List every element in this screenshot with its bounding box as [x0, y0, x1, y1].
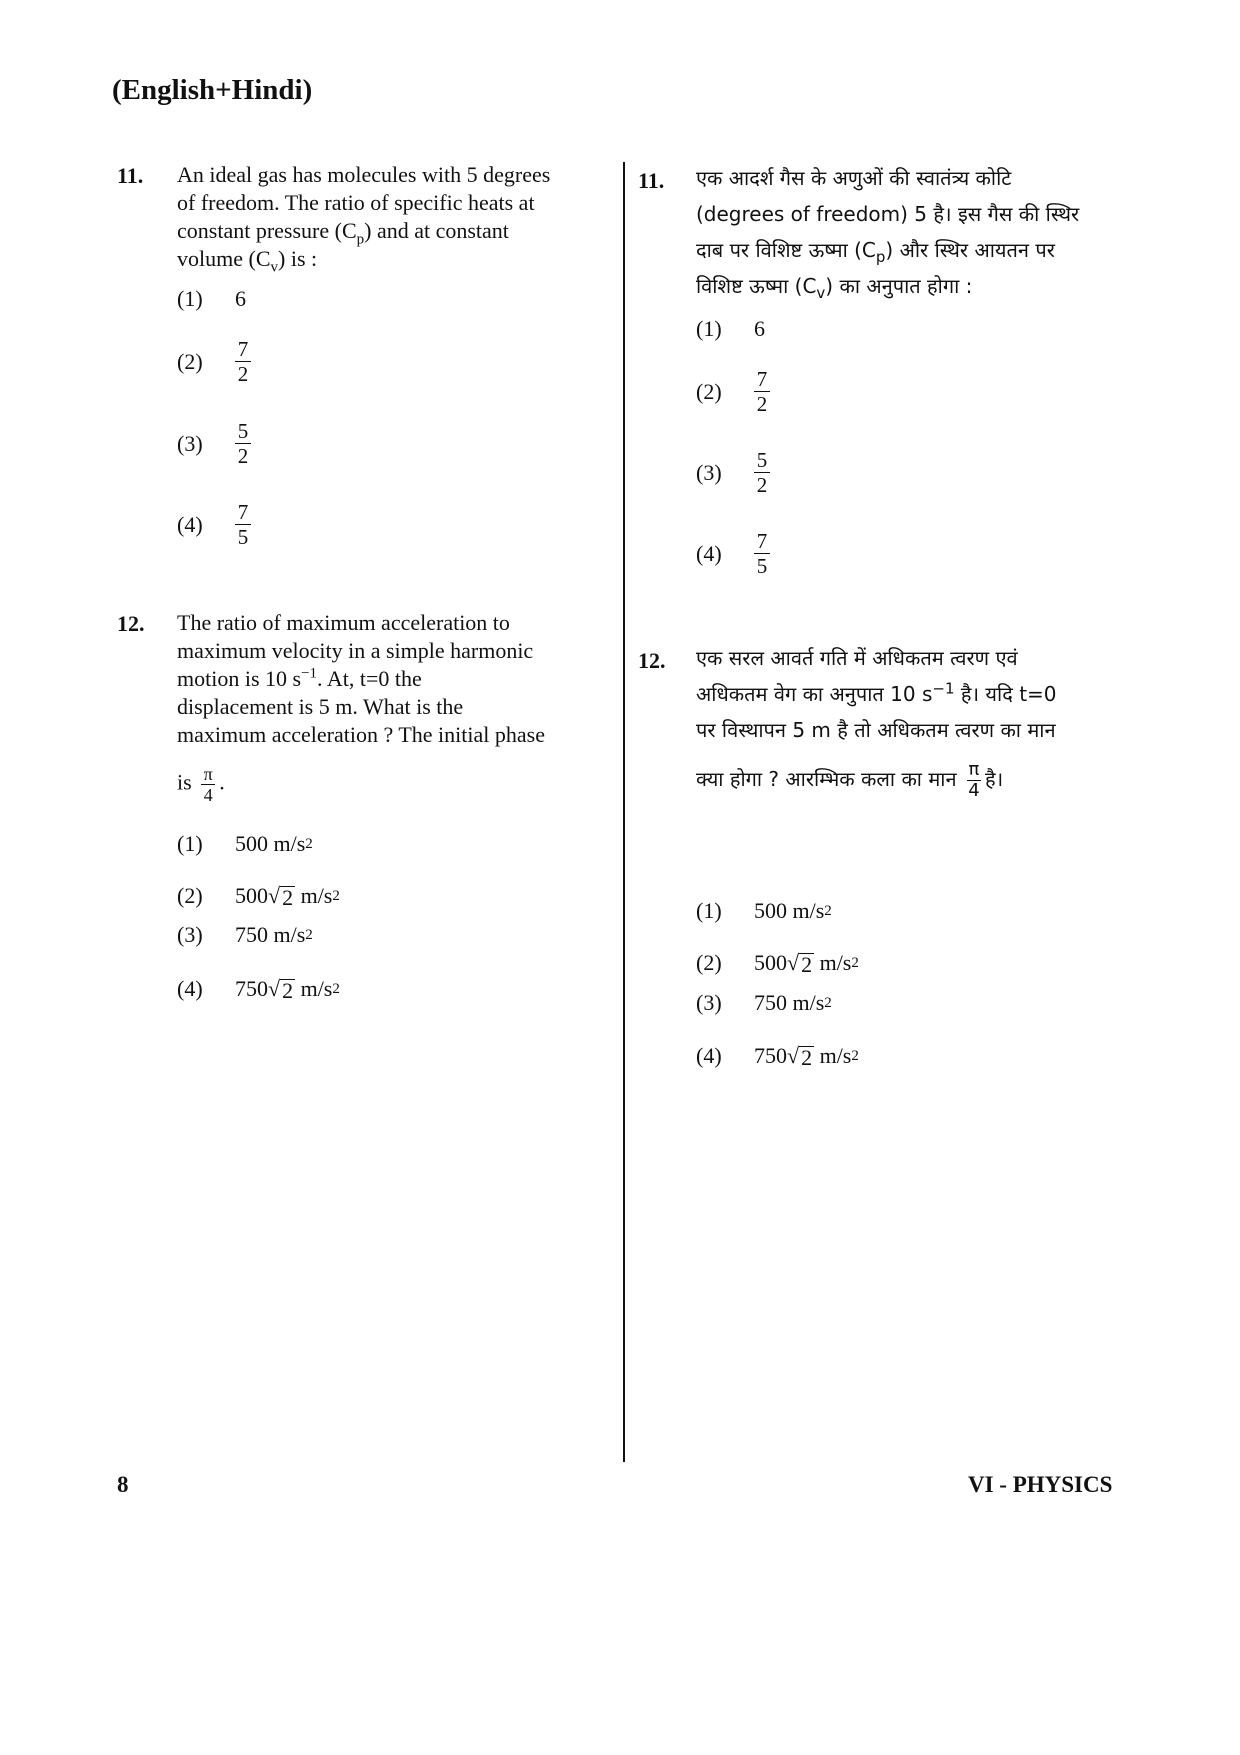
option-en-11-2: (2) $\frac{7}{2}$	[177, 337, 251, 386]
question-phase-hi-12: क्या होगा ? आरम्भिक कला का मान $\frac{\pi}{4}$ है।	[696, 759, 1004, 801]
option-en-11-4: (4) $\frac{7}{5}$	[177, 500, 251, 549]
option-hi-11-1: (1) 6	[696, 316, 765, 341]
question-text-en-11: An ideal gas has molecules with 5 degrees of freedom. The ratio of specific heats at constant pressure $(C_p)$ and at constant volume $(C_v)$ is :	[177, 162, 551, 276]
option-hi-11-2: (2) $\frac{7}{2}$	[696, 367, 770, 416]
option-en-12-4: (4) 750 √ 2 m/s 2	[177, 976, 340, 1003]
page-header-title: (English+Hindi)	[112, 74, 313, 106]
option-en-12-1: (1) 500 m/s 2	[177, 831, 313, 856]
option-hi-11-4: (4) $\frac{7}{5}$	[696, 529, 770, 578]
option-hi-11-3: (3) $\frac{5}{2}$	[696, 448, 770, 497]
question-phase-en-12: is $\frac{\pi}{4}$ .	[177, 764, 225, 805]
column-divider	[623, 162, 625, 1462]
option-en-11-3: (3) $\frac{5}{2}$	[177, 419, 251, 468]
option-hi-12-1: (1) 500 m/s 2	[696, 898, 832, 923]
question-text-hi-12: एक सरल आवर्त गति में अधिकतम त्वरण एवं अधिकतम वेग का अनुपात 10 $s^{-1}$ है। यदि t=0 पर विस्थापन 5 m है तो अधिकतम त्वरण का मान	[696, 646, 1057, 742]
question-number-hi-11: 11.	[638, 168, 665, 193]
option-en-11-1: (1) 6	[177, 286, 246, 311]
question-text-hi-11: एक आदर्श गैस के अणुओं की स्वातंत्र्य कोटि (degrees of freedom) 5 है। इस गैस की स्थिर दाब पर विशिष्ट ऊष्मा $(C_p)$ और स्थिर आयतन पर विशिष्ट ऊष्मा $(C_v)$ का अनुपात होगा :	[696, 166, 1080, 302]
question-text-en-12: The ratio of maximum acceleration to maximum velocity in a simple harmonic motion is 10 $s^{-1}$. At, t=0 the displacement is 5 m. What is the maximum acceleration ? The initial phase	[177, 610, 545, 747]
option-hi-12-2: (2) 500 √ 2 m/s 2	[696, 950, 859, 977]
option-en-12-2: (2) 500 √ 2 m/s 2	[177, 883, 340, 910]
option-hi-12-4: (4) 750 √ 2 m/s 2	[696, 1043, 859, 1070]
question-number-hi-12: 12.	[638, 648, 666, 673]
question-number-en-11: 11.	[117, 163, 144, 188]
footer-subject: VI - PHYSICS	[968, 1472, 1113, 1497]
question-number-en-12: 12.	[117, 611, 145, 636]
option-hi-12-3: (3) 750 m/s 2	[696, 990, 832, 1015]
option-en-12-3: (3) 750 m/s 2	[177, 922, 313, 947]
page-number: 8	[117, 1472, 129, 1497]
